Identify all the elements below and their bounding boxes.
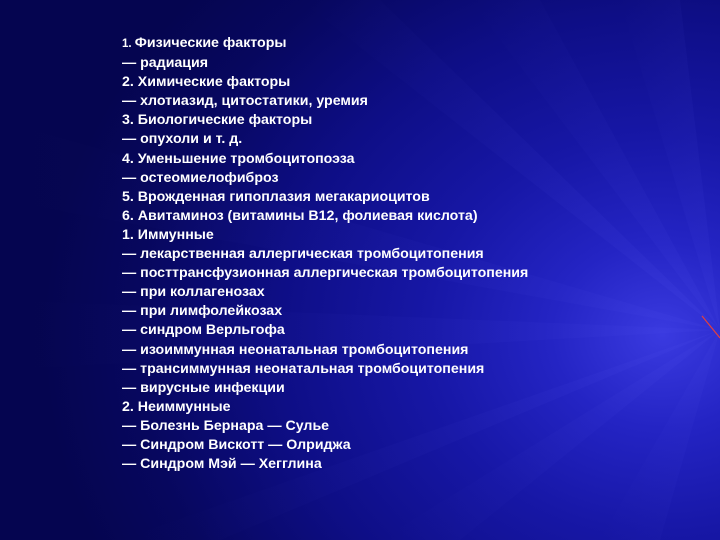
line-text: — радиация (122, 55, 209, 72)
text-line (122, 302, 702, 321)
text-line (122, 188, 702, 207)
line-text: — Синдром Мэй — Хегглина (122, 456, 322, 473)
text-line (122, 130, 702, 149)
line-text: 2. Химические факторы (122, 74, 291, 91)
slide-text-list (122, 34, 702, 474)
text-line (122, 360, 702, 379)
line-text: 5. Врожденная гипоплазия мегакариоцитов (122, 188, 430, 205)
text-line (122, 455, 702, 474)
line-text: — лекарственная аллергическая тромбоцитопения (122, 246, 484, 263)
line-text: 2. Неиммунные (122, 398, 231, 415)
text-line (122, 111, 702, 130)
text-line (122, 226, 702, 245)
text-line (122, 283, 702, 302)
line-text: — опухоли и т. д. (122, 131, 243, 148)
text-line (122, 321, 702, 340)
text-line (122, 245, 702, 264)
line-text: — при коллагенозах (122, 284, 265, 301)
text-line (122, 54, 702, 73)
line-text: 4. Уменьшение тромбоцитопоэза (122, 150, 355, 167)
line-text: — Болезнь Бернара — Сулье (122, 417, 330, 434)
text-line (122, 73, 702, 92)
text-line (122, 417, 702, 436)
text-line (122, 341, 702, 360)
line-text: — вирусные инфекции (122, 379, 285, 396)
line-text: 1. Иммунные (122, 226, 214, 243)
line-text: — хлотиазид, цитостатики, уремия (122, 93, 368, 110)
text-line (122, 207, 702, 226)
accent-line (702, 316, 720, 338)
line-text: — Синдром Вискотт — Олриджа (122, 436, 351, 453)
line-prefix: 1. (122, 38, 135, 50)
text-line (122, 436, 702, 455)
line-text: — синдром Верльгофа (122, 322, 285, 339)
line-text: — посттрансфузионная аллергическая тромбоцитопения (122, 265, 529, 282)
text-line (122, 379, 702, 398)
line-text: 6. Авитаминоз (витамины B12, фолиевая кислота) (122, 207, 478, 224)
line-text: 3. Биологические факторы (122, 112, 313, 129)
text-line (122, 169, 702, 188)
line-text: — трансиммунная неонатальная тромбоцитопения (122, 360, 485, 377)
line-text: — остеомиелофиброз (122, 169, 279, 186)
text-line (122, 34, 702, 54)
text-line (122, 264, 702, 283)
line-text: — при лимфолейкозах (122, 303, 283, 320)
line-text: — изоиммунная неонатальная тромбоцитопения (122, 341, 469, 358)
line-text: Физические факторы (134, 35, 287, 51)
text-line (122, 398, 702, 417)
text-line (122, 92, 702, 111)
text-line (122, 150, 702, 169)
